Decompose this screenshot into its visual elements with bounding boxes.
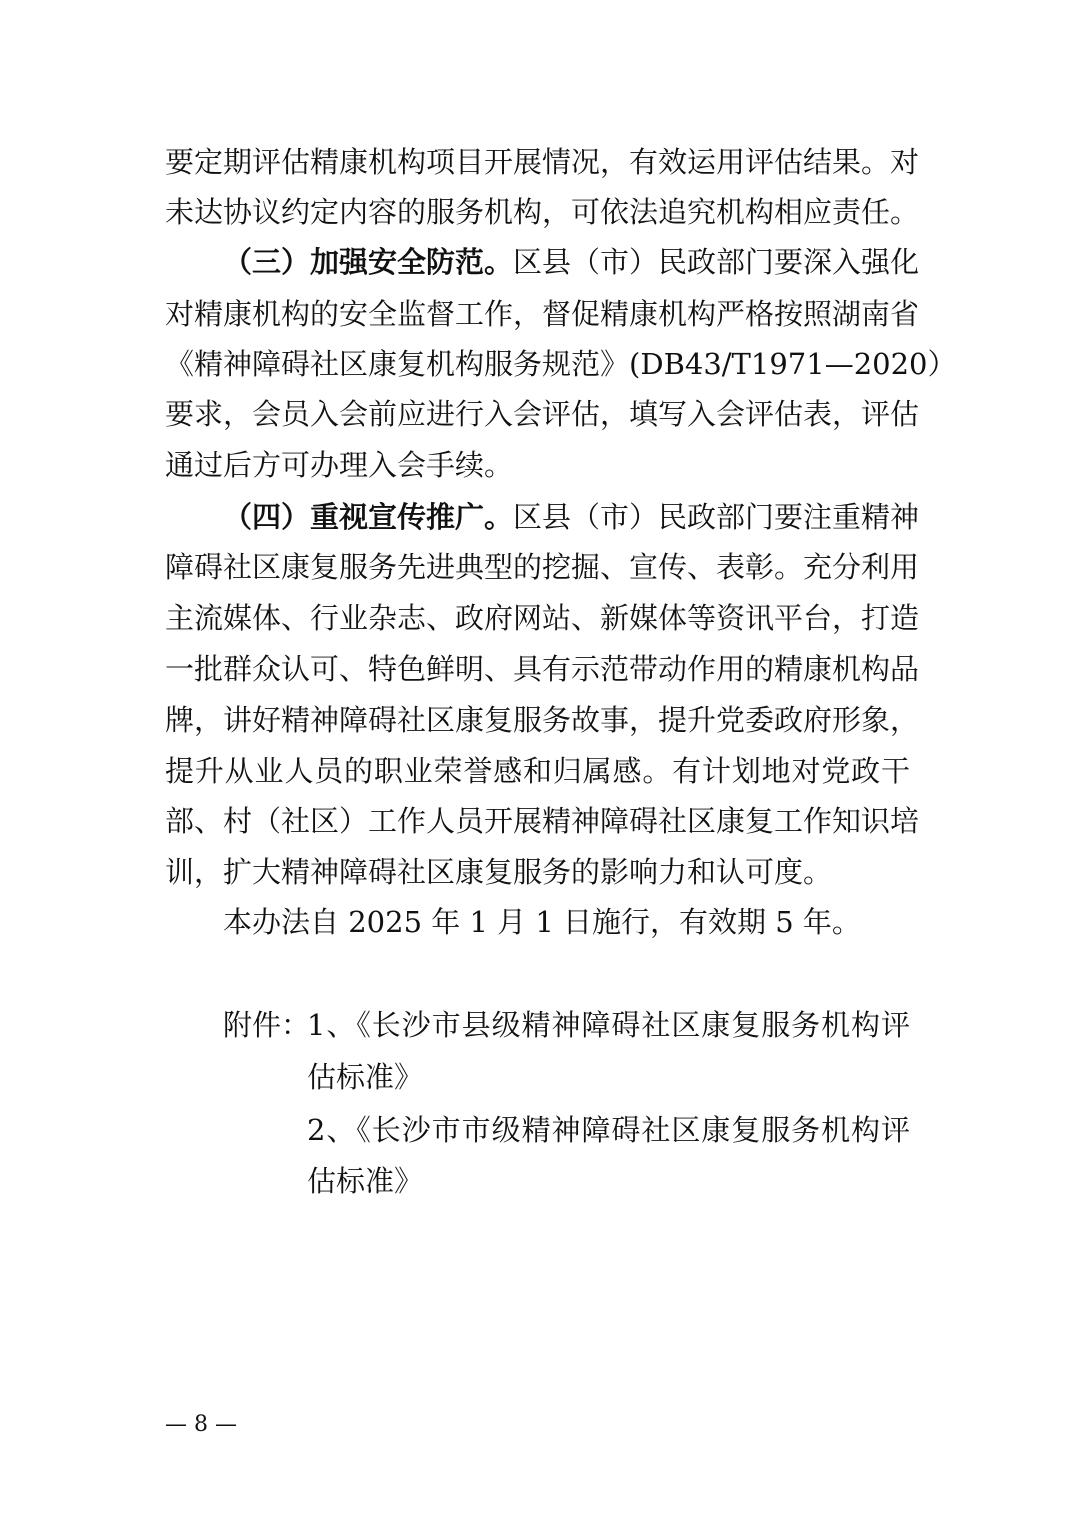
body-line: 障碍社区康复服务先进典型的挖掘、宣传、表彰。充分利用 (165, 550, 920, 584)
section-3-heading: （三）加强安全防范。 (223, 245, 514, 279)
effective-date-line: 本办法自 2025 年 1 月 1 日施行，有效期 5 年。 (223, 905, 861, 939)
body-line: 提升从业人员的职业荣誉感和归属感。有计划地对党政干 (165, 754, 910, 788)
body-line: 训，扩大精神障碍社区康复服务的影响力和认可度。 (165, 855, 833, 889)
section-3-text: 区县（市）民政部门要深入强化 (513, 245, 920, 279)
body-line: 主流媒体、行业杂志、政府网站、新媒体等资讯平台，打造 (165, 601, 920, 635)
body-line: 未达协议约定内容的服务机构，可依法追究机构相应责任。 (165, 195, 920, 229)
page-number: — 8 — (165, 1412, 237, 1437)
body-line: 要求，会员入会前应进行入会评估，填写入会评估表，评估 (165, 397, 920, 431)
attachment-item-2-cont: 估标准》 (307, 1164, 424, 1198)
body-line: 《精神障碍社区康复机构服务规范》(DB43/T1971—2020） (165, 347, 957, 381)
attachments-label: 附件： (223, 1008, 311, 1042)
attachment-item-1-cont: 估标准》 (307, 1060, 424, 1094)
section-4-heading: （四）重视宣传推广。 (223, 500, 514, 534)
section-4-text: 区县（市）民政部门要注重精神 (513, 500, 920, 534)
body-line: 要定期评估精康机构项目开展情况，有效运用评估结果。对 (165, 145, 920, 179)
attachment-item-2: 2、《长沙市市级精神障碍社区康复服务机构评 (307, 1113, 910, 1147)
body-line: 牌，讲好精神障碍社区康复服务故事，提升党委政府形象， (165, 703, 920, 737)
section-4-paragraph-start (223, 497, 920, 537)
body-line: 通过后方可办理入会手续。 (165, 448, 514, 482)
body-line: 部、村（社区）工作人员开展精神障碍社区康复工作知识培 (165, 804, 920, 838)
body-line: 一批群众认可、特色鲜明、具有示范带动作用的精康机构品 (165, 652, 920, 686)
section-3-paragraph-start (223, 242, 920, 282)
body-line: 对精康机构的安全监督工作，督促精康机构严格按照湖南省 (165, 297, 920, 331)
attachment-item-1: 1、《长沙市县级精神障碍社区康复服务机构评 (307, 1008, 910, 1042)
